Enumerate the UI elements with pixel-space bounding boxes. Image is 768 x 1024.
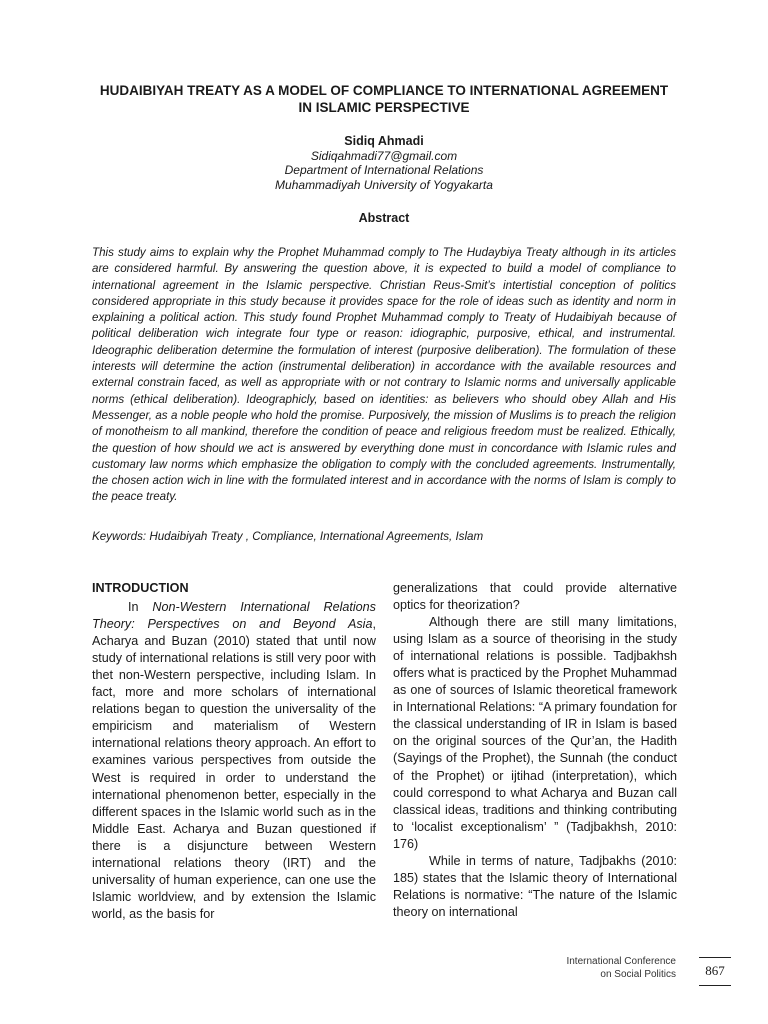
author-department: Department of International Relations xyxy=(284,163,484,178)
abstract-text: This study aims to explain why the Prophet Muhammad comply to The Hudaybiya Treaty although in its articles are considered harmful. By answering the question above, it is expected to build a model of compliance to international agreement in the Islamic perspective. Christian Reus-Smit’s intertistial conception of politics considered appropriate in this study because it provides space for the role of ideas such as identity and norm in explaining a political action. This study found Prophet Muhammad comply to Treaty of Hudaibiyah because of political deliberation wich integrate four type or reason: idiographic, purposive, ethical, and instrumental. Ideographic deliberation determine the formulation of interest (purposive deliberation). The formulation of these interests will determine the action (instrumental deliberation) in accordance with the available resources and external constrain faced, as well as appropriate with or not contrary to Islamic norms and universally applicable norms (ethical deliberation). Ideographicly, based on identities: as believers who should obey Allah and His Messenger, as a noble people who hold the promise. Purposively, the mission of Muslims is to preach the religion of monotheism to all mankind, therefore the condition of peace and religious freedom must be realized. Ethically, the question of how should we act is answered by everything done must in concordance with Islamic rules and customary law norms which emphasize the obligation to comply with the concluded agreements. Instrumentally, the chosen action wich in line with the formulated interest and in accordance with the norms of Islam is comply to the peace treaty. xyxy=(92,246,676,504)
author-university: Muhammadiyah University of Yogyakarta xyxy=(275,178,493,193)
intro-p1-lead: In xyxy=(128,600,153,615)
paper-title: HUDAIBIYAH TREATY AS A MODEL OF COMPLIANCE TO INTERNATIONAL AGREEMENT IN ISLAMIC PERSPECTIVE xyxy=(99,83,669,115)
abstract-heading: Abstract xyxy=(358,211,410,225)
page-number: 867 xyxy=(699,957,731,986)
author-name: Sidiq Ahmadi xyxy=(344,134,424,148)
section-heading-introduction: INTRODUCTION xyxy=(92,581,189,595)
body-column-left xyxy=(92,580,376,923)
intro-paragraph-3: While in terms of nature, Tadjbakhs (2010: 185) states that the Islamic theory of International Relations is normative: “The nature of the Islamic theory on international xyxy=(393,853,677,919)
conference-footer xyxy=(566,955,676,981)
intro-p1-body: , Acharya and Buzan (2010) stated that until now study of international relations is still very poor with thet non-Western perspective, including Islam. In fact, more and more scholars of international relations began to question the universality of the empiricism and materialism of Western international relations theory approach. An effort to examines various perspectives from outside the West is required in order to understand the international phenomenon better, especially in the different spaces in the Islamic world such as in the Middle East. Acharya and Buzan questioned if there is a disjuncture between Western international relations theory (IRT) and the universality of human experience, can one use the Islamic worldview, and by extension the Islamic world, as the basis for xyxy=(92,617,376,921)
keywords: Keywords: Hudaibiyah Treaty , Compliance, International Agreements, Islam xyxy=(92,530,484,543)
conference-name-line-2: on Social Politics xyxy=(600,969,676,980)
intro-paragraph-2: Although there are still many limitations, using Islam as a source of theorising in the study of international relations is possible. Tadjbakhsh offers what is practiced by the Prophet Muhammad as one of sources of Islamic theoretical framework in International Relations: “A primary foundation for the classical understanding of IR in Islam is based on the original sources of the Qur’an, the Hadith (Sayings of the Prophet), the Sunnah (the conduct of the Prophet) or ijtihad (interpretation), which could correspond to what Acharya and Buzan call classical ideas, traditions and thinking contributing to ‘localist exceptionalism’ ” (Tadjbakhsh, 2010: 176) xyxy=(393,615,677,851)
cited-book-title: Non-Western International Relations Theory: Perspectives on and Beyond Asia xyxy=(92,600,376,632)
conference-name-line-1: International Conference xyxy=(566,956,676,967)
body-column-right xyxy=(393,580,677,921)
intro-paragraph-1 xyxy=(92,599,376,923)
intro-paragraph-1-continued: generalizations that could provide alternative optics for theorization? xyxy=(393,581,677,613)
author-email: Sidiqahmadi77@gmail.com xyxy=(310,148,458,163)
author-block xyxy=(92,134,676,193)
